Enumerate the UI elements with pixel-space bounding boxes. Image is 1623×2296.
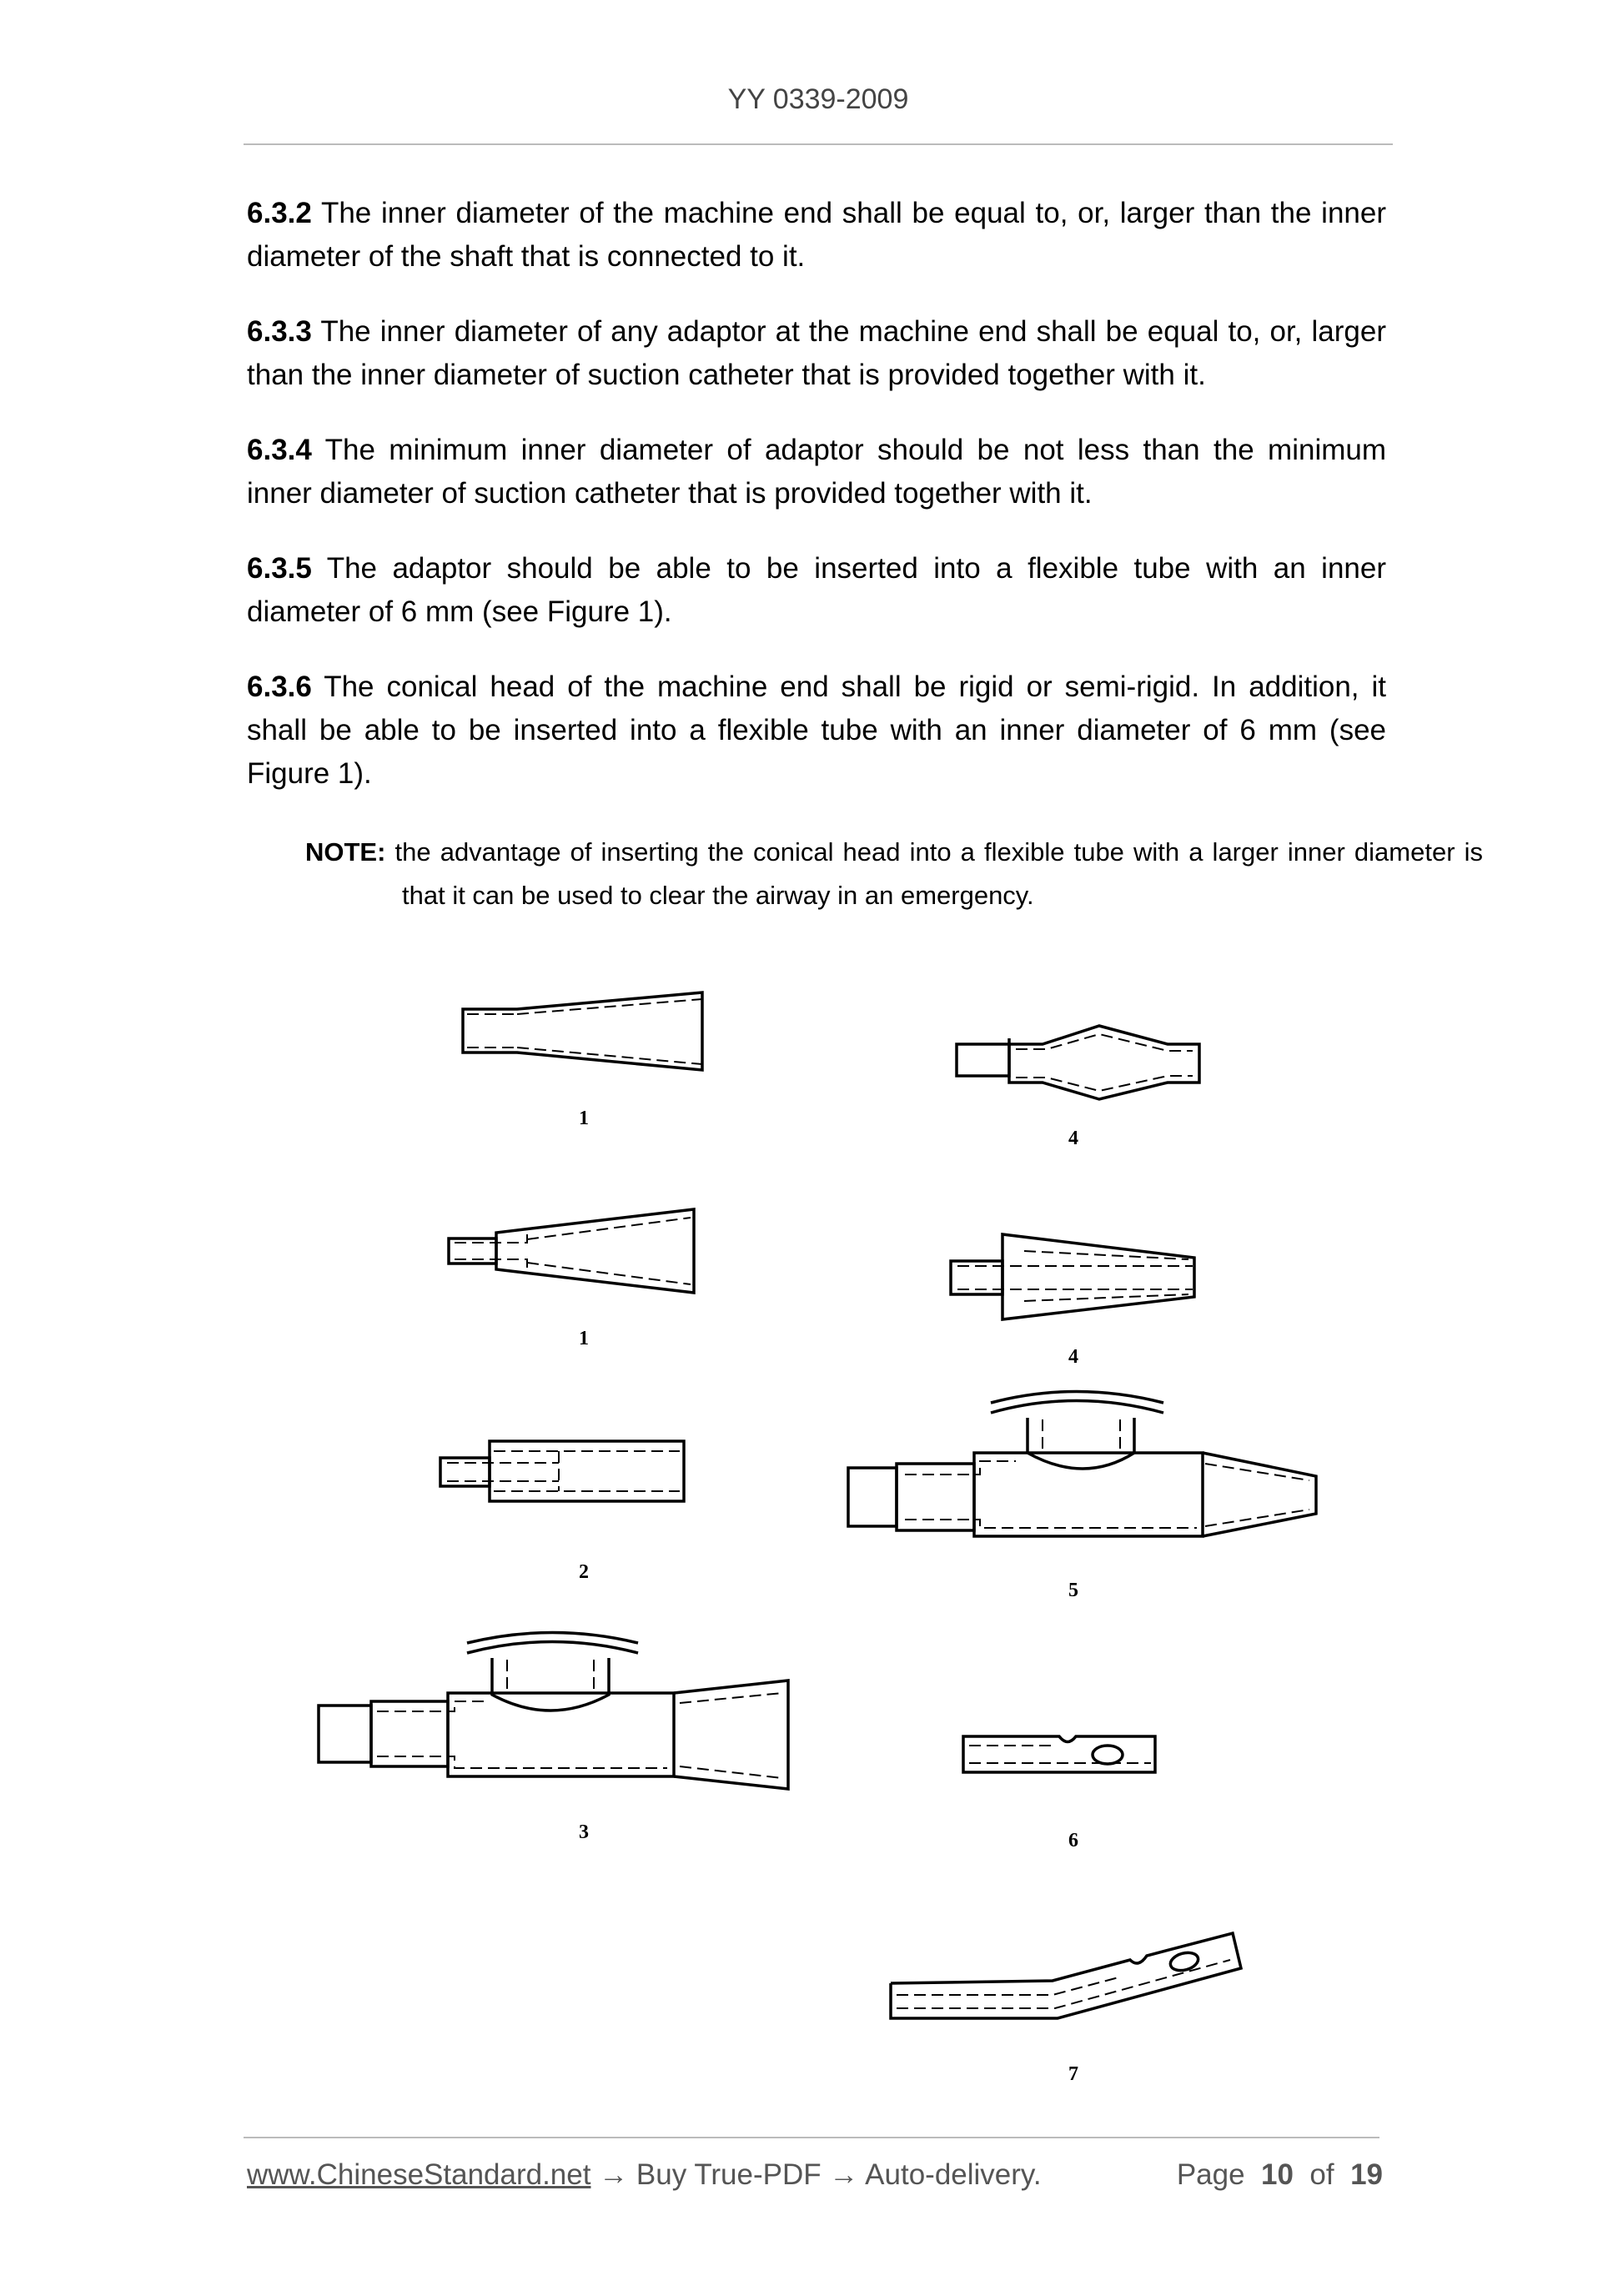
of-word: of [1309, 2158, 1334, 2191]
header-rule [244, 143, 1393, 145]
clause-number: 6.3.6 [247, 671, 312, 703]
clause-text: The minimum inner diameter of adaptor should be not less than the minimum inner diameter of suction catheter that is provided together with it. [247, 434, 1386, 510]
figure-label: 4 [1068, 1346, 1078, 1368]
clause-number: 6.3.4 [247, 434, 312, 466]
figure-label: 2 [579, 1561, 589, 1583]
figure-label: 6 [1068, 1830, 1078, 1851]
note-text: the advantage of inserting the conical head into a flexible tube with a larger inner diameter is that it can be used to clear the airway in an emergency. [385, 837, 1483, 910]
figure-label: 4 [1068, 1128, 1078, 1149]
figure-label: 5 [1068, 1580, 1078, 1601]
footer [247, 2158, 1383, 2192]
clause-6-3-3 [247, 310, 1386, 397]
adaptor-type-6 [963, 1736, 1155, 1772]
adaptor-type-2 [440, 1441, 684, 1501]
figure-label: 1 [579, 1108, 589, 1129]
clause-number: 6.3.2 [247, 197, 312, 229]
adaptor-type-5 [848, 1392, 1316, 1537]
note [305, 831, 1483, 917]
adaptor-type-4b [951, 1234, 1194, 1319]
clause-6-3-4 [247, 429, 1386, 515]
document-id-header: YY 0339-2009 [727, 83, 909, 115]
clause-6-3-2 [247, 192, 1386, 279]
clause-text: The inner diameter of the machine end shall be equal to, or, larger than the inner diameter of the shaft that is connected to it. [247, 197, 1386, 273]
clause-text: The adaptor should be able to be inserted into a flexible tube with an inner diameter of 6 mm (see Figure 1). [247, 552, 1386, 628]
website-link[interactable]: www.ChineseStandard.net [247, 2158, 591, 2191]
figure-label: 3 [579, 1821, 589, 1843]
figure-1-adaptor-types [0, 959, 1623, 2102]
adaptor-type-3 [319, 1633, 788, 1790]
figure-label: 1 [579, 1328, 589, 1349]
clause-number: 6.3.3 [247, 315, 312, 348]
adaptor-type-4a [957, 1026, 1199, 1099]
clause-6-3-6 [247, 666, 1386, 796]
note-label: NOTE: [305, 837, 386, 867]
adaptor-type-7 [891, 1933, 1241, 2018]
page-number: 10 [1261, 2158, 1294, 2191]
clause-6-3-5 [247, 547, 1386, 634]
clause-text: The conical head of the machine end shall be rigid or semi-rigid. In addition, it shall be able to be inserted into a flexible tube with an inner diameter of 6 mm (see Figure 1). [247, 671, 1386, 790]
footer-rule [244, 2137, 1379, 2138]
footer-promo: → Buy True-PDF → Auto-delivery. [590, 2158, 1042, 2191]
clause-text: The inner diameter of any adaptor at the machine end shall be equal to, or, larger than the inner diameter of suction catheter that is provided together with it. [247, 315, 1386, 391]
adaptor-type-1b [449, 1209, 694, 1293]
page-word: Page [1176, 2158, 1245, 2191]
figure-label: 7 [1068, 2063, 1078, 2085]
adaptor-type-1a [463, 992, 702, 1070]
page-indicator [1177, 2158, 1383, 2192]
page-total: 19 [1350, 2158, 1383, 2191]
clause-number: 6.3.5 [247, 552, 312, 585]
